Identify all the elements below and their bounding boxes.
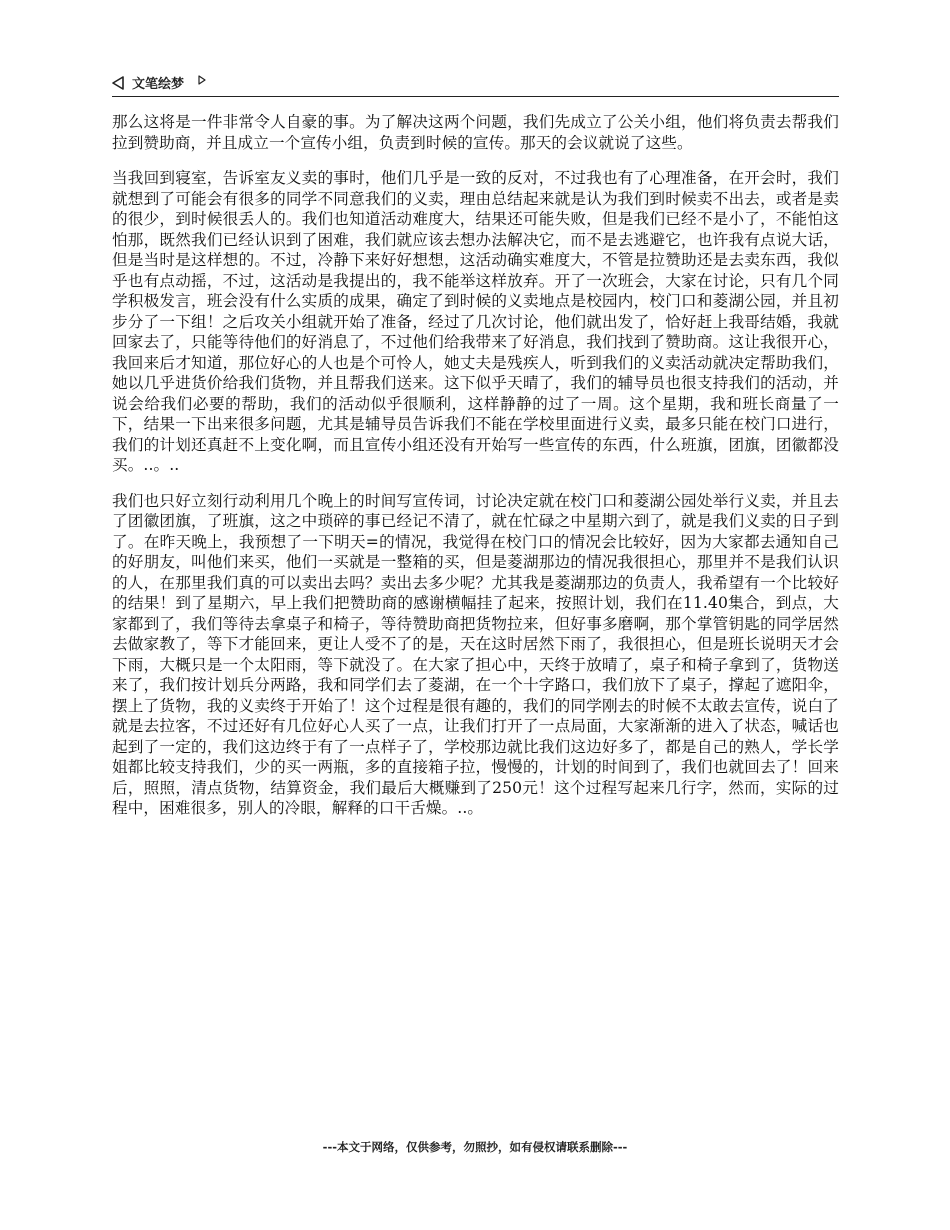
footer-disclaimer: ---本文于网络，仅供参考，勿照抄，如有侵权请联系删除---: [322, 1140, 628, 1154]
article-body: [112, 112, 839, 834]
paragraph-1: 那么这将是一件非常令人自豪的事。为了解决这两个问题，我们先成立了公关小组，他们将负责去帮我们拉到赞助商，并且成立一个宣传小组，负责到时候的宣传。那天的会议就说了这些。: [112, 113, 839, 152]
paragraph-2: 当我回到寝室，告诉室友义卖的事时，他们几乎是一致的反对，不过我也有了心理准备，在开会时，我们就想到了可能会有很多的同学不同意我们的义卖，理由总结起来就是认为我们到时候卖不出去，或者是卖的很少，到时候很丢人的。我们也知道活动难度大，结果还可能失败，但是我们已经不是小了，不能怕这怕那，既然我们已经认识到了困难，我们就应该去想办法解决它，而不是去逃避它，也许我有点说大话，但是当时是这样想的。不过，冷静下来好好想想，这活动确实难度大，不管是拉赞助还是去卖东西，我似乎也有点动摇，不过，这活动是我提出的，我不能举这样放弃。开了一次班会，大家在讨论，只有几个同学积极发言，班会没有什么实质的成果，确定了到时候的义卖地点是校园内，校门口和菱湖公园，并且初步分了一下组！之后攻关小组就开始了准备，经过了几次讨论，他们就出发了，恰好赶上我哥结婚，我就回家去了，只能等待他们的好消息了，不过他们给我带来了好消息，我们找到了赞助商。这让我很开心，我回来后才知道，那位好心的人也是个可怜人，她丈夫是残疾人，听到我们的义卖活动就决定帮助我们，她以几乎进货价给我们货物，并且帮我们送来。这下似乎天晴了，我们的辅导员也很支持我们的活动，并说会给我们必要的帮助，我们的活动似乎很顺利，这样静静的过了一周。这个星期，我和班长商量了一下，结果一下出来很多问题，尤其是辅导员告诉我们不能在学校里面进行义卖，最多只能在校门口进行，我们的计划还真赶不上变化啊，而且宣传小组还没有开始写一些宣传的东西，什么班旗，团旗，团徽都没买。..。..: [112, 169, 839, 474]
header-brand: [112, 73, 206, 92]
header-title: 文笔绘梦: [132, 77, 185, 92]
triangle-left-outline-icon: [112, 76, 124, 90]
page-header: [112, 72, 839, 97]
triangle-right-outline-icon: [198, 75, 206, 85]
paragraph-3: 我们也只好立刻行动利用几个晚上的时间写宣传词，讨论决定就在校门口和菱湖公园处举行义卖，并且去了团徽团旗，了班旗，这之中琐碎的事已经记不清了，就在忙碌之中星期六到了，就是我们义卖的日子到了。在昨天晚上，我预想了一下明天=的情况，我觉得在校门口的情况会比较好，因为大家都去通知自己的好朋友，叫他们来买，他们一买就是一整箱的买，但是菱湖那边的情况我很担心，那里并不是我们认识的人，在那里我们真的可以卖出去吗？卖出去多少呢？尤其我是菱湖那边的负责人，我希望有一个比较好的结果！到了星期六，早上我们把赞助商的感谢横幅挂了起来，按照计划，我们在11.40集合，到点，大家都到了，我们等待去拿桌子和椅子，等待赞助商把货物拉来，但好事多磨啊，那个掌管钥匙的同学居然去做家教了，等下才能回来，更让人受不了的是，天在这时居然下雨了，我很担心，但是班长说明天才会下雨，大概只是一个太阳雨，等下就没了。在大家了担心中，天终于放晴了，桌子和椅子拿到了，货物送来了，我们按计划兵分两路，我和同学们去了菱湖，在一个十字路口，我们放下了桌子，撑起了遮阳伞，摆上了货物，我的义卖终于开始了！这个过程是很有趣的，我们的同学刚去的时候不太敢去宣传，说白了就是去拉客，不过还好有几位好心人买了一点，让我们打开了一点局面，大家渐渐的进入了状态，喊话也起到了一定的，我们这边终于有了一点样子了，学校那边就比我们这边好多了，都是自己的熟人，学长学姐都比较支持我们，少的买一两瓶，多的直接箱子拉，慢慢的，计划的时间到了，我们也就回去了！回来后，照照，清点货物，结算资金，我们最后大概赚到了250元！这个过程写起来几行字，然而，实际的过程中，困难很多，别人的冷眼，解释的口干舌燥。..。: [112, 491, 839, 817]
